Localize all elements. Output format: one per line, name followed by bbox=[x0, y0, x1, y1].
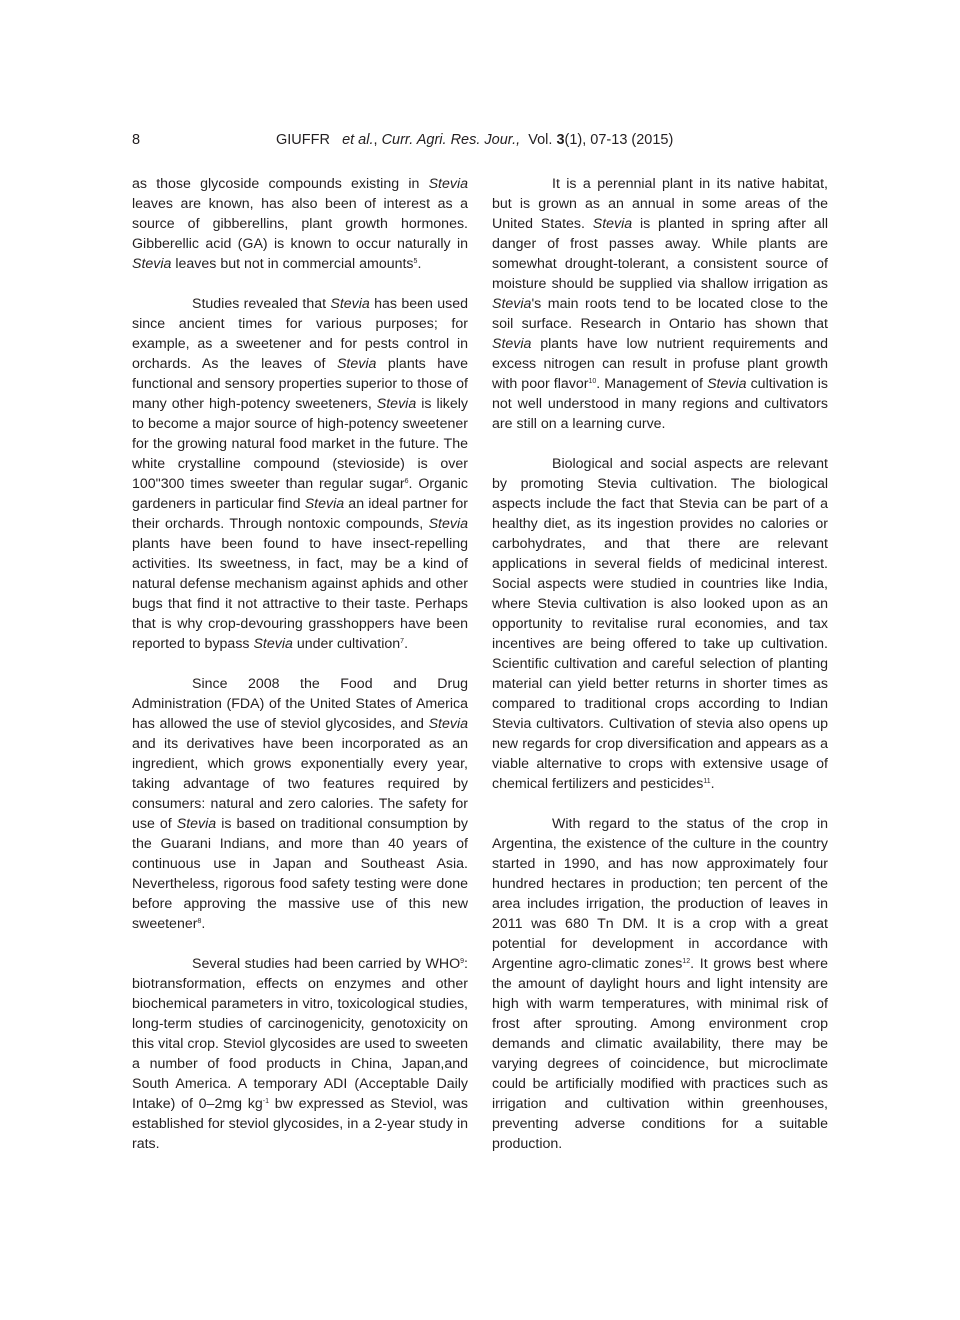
text-run: It is a perennial plant in its native habitat, but is grown as an annual in some areas of the United States. bbox=[492, 176, 828, 232]
italic-term: Stevia bbox=[492, 336, 532, 352]
italic-term: Stevia bbox=[428, 176, 468, 192]
italic-term: Stevia bbox=[330, 296, 370, 312]
journal-name: Curr. Agri. Res. Jour., bbox=[381, 132, 521, 148]
text-run: plants have been found to have insect-repelling activities. Its sweetness, in fact, may be a kind of natural defense mechanism against aphids and other bugs that find it not attractive to their taste. Perhaps that is why crop-devouring grasshoppers have been reported to bypass bbox=[132, 536, 468, 652]
italic-term: Stevia bbox=[304, 496, 345, 512]
reference-superscript: 8 bbox=[197, 918, 202, 925]
right-column bbox=[492, 174, 828, 1174]
text-run: . bbox=[417, 256, 422, 272]
text-run: is likely to become a major source of high-potency sweetener for the growing natural food market in the future. The white crystalline compound (stevioside) is over 100"300 times sweeter than regular sugar bbox=[132, 396, 469, 492]
text-run: . bbox=[404, 636, 409, 652]
text-run: . Management of bbox=[596, 376, 708, 392]
text-run: Studies revealed that bbox=[192, 296, 331, 312]
italic-term: Stevia bbox=[132, 256, 172, 272]
text-run: With regard to the status of the crop in Argentina, the existence of the culture in the country started in 1990, and has now approximately four hundred hectares in production; ten percent of the area includes irrigation, the production of leaves in 2011 was 680 Tn DM. It is a crop with a great potential for development in accordance with Argentine agro-climatic zones bbox=[492, 816, 828, 972]
reference-superscript: 12 bbox=[682, 958, 691, 965]
body-paragraph bbox=[132, 174, 468, 274]
text-run: . bbox=[710, 776, 715, 792]
body-paragraph bbox=[132, 294, 468, 654]
reference-superscript: 9 bbox=[460, 958, 465, 965]
text-run: leaves are known, has also been of interest as a source of gibberellins, plant growth hormones. Gibberellic acid (GA) is known to occur naturally in bbox=[132, 196, 468, 252]
reference-superscript: -1 bbox=[262, 1098, 269, 1105]
left-column bbox=[132, 174, 468, 1174]
body-paragraph bbox=[132, 954, 468, 1154]
running-header bbox=[132, 130, 828, 150]
text-run: : biotransformation, effects on enzymes and other biochemical parameters in vitro, toxicological studies, long-term studies of carcinogenicity, genotoxicity on this vital crop. Steviol glycosides are used to sweeten a number of food products in China, Japan,and South America. A temporary ADI (Acceptable Daily Intake) of 0–2mg kg bbox=[132, 956, 468, 1112]
italic-term: Stevia bbox=[592, 216, 633, 232]
journal-citation: GIUFFR et al., Curr. Agri. Res. Jour., Vol. 3(1), 07-13 (2015) bbox=[276, 132, 674, 148]
text-run: an ideal partner for their orchards. Through nontoxic compounds, bbox=[132, 496, 468, 532]
italic-term: Stevia bbox=[428, 716, 468, 732]
text-run: leaves but not in commercial amounts bbox=[171, 256, 414, 272]
reference-superscript: 10 bbox=[588, 378, 597, 385]
italic-term: Stevia bbox=[376, 396, 417, 412]
body-paragraph bbox=[492, 454, 828, 794]
volume-label: Vol. bbox=[528, 132, 553, 148]
reference-superscript: 7 bbox=[400, 638, 405, 645]
text-run: . bbox=[201, 916, 206, 932]
author-name: GIUFFR bbox=[276, 132, 330, 148]
issue-pages-year: (1), 07-13 (2015) bbox=[564, 132, 674, 148]
page-number: 8 bbox=[132, 132, 141, 148]
text-run: Several studies had been carried by WHO bbox=[192, 956, 461, 972]
reference-superscript: 6 bbox=[404, 478, 409, 485]
text-run: plants have low nutrient requirements and excess nitrogen can result in profuse plant growth with poor flavor bbox=[492, 336, 828, 392]
text-run: 's main roots tend to be located close to the soil surface. Research in Ontario has shown that bbox=[492, 296, 828, 332]
text-run: under cultivation bbox=[292, 636, 401, 652]
text-run: plants have functional and sensory properties superior to those of many other high-potency sweeteners, bbox=[132, 356, 469, 412]
body-paragraph bbox=[492, 814, 828, 1154]
italic-term: Stevia bbox=[428, 516, 468, 532]
text-run: has been used since ancient times for various purposes; for example, as a sweetener and for pests control in orchards. As the leaves of bbox=[132, 296, 469, 372]
reference-superscript: 5 bbox=[413, 258, 418, 265]
text-run: . Organic gardeners in particular find bbox=[132, 476, 468, 512]
et-al: et al. bbox=[342, 132, 374, 148]
italic-term: Stevia bbox=[707, 376, 747, 392]
text-run: bw expressed as Steviol, was established for steviol glycosides, in a 2-year study in rats. bbox=[132, 1096, 468, 1152]
text-run: cultivation is not well understood in many regions and cultivators are still on a learning curve. bbox=[492, 376, 828, 432]
italic-term: Stevia bbox=[492, 296, 532, 312]
text-run: is based on traditional consumption by the Guarani Indians, and more than 40 years of continuous use in Japan and Southeast Asia. Nevertheless, rigorous food safety testing were done before approving the massive use of this new sweetener bbox=[132, 816, 468, 932]
italic-term: Stevia bbox=[176, 816, 217, 832]
text-run: as those glycoside compounds existing in bbox=[132, 176, 429, 192]
italic-term: Stevia bbox=[253, 636, 293, 652]
reference-superscript: 11 bbox=[703, 778, 711, 785]
italic-term: Stevia bbox=[336, 356, 377, 372]
volume-number: 3 bbox=[556, 132, 565, 148]
text-run: is planted in spring after all danger of frost passes away. While plants are somewhat drought-tolerant, a consistent source of moisture should be supplied via shallow irrigation as bbox=[492, 216, 828, 292]
text-run: Biological and social aspects are relevant by promoting Stevia cultivation. The biological aspects include the fact that Stevia can be part of a healthy diet, as its ingestion provides no calories or carbohydrates, and that there are relevant applications in several fields of medicinal interest. Social aspects were studied in countries like India, where Stevia cultivation is also looked upon as an opportunity to revitalise rural economies, and tax incentives are being offered to take up cultivation. Scientific cultivation and careful selection of planting material can yield better returns in shorter times as compared to traditional crops according to Indian Stevia cultivators. Cultivation of stevia also opens up new regards for crop diversification and appears as a viable alternative to crops with extensive usage of chemical fertilizers and pesticides bbox=[492, 456, 828, 792]
text-run: . It grows best where the amount of daylight hours and light intensity are high with warm temperatures, with minimal risk of frost after sprouting. Among environment crop demands and climatic availability, there may be varying degrees of coincidence, but microclimate could be artificially modified with practices such as irrigation and cultivation within greenhouses, preventing adverse conditions for a suitable production. bbox=[492, 956, 828, 1152]
text-run: Since 2008 the Food and Drug Administration (FDA) of the United States of America has allowed the use of steviol glycosides, and bbox=[132, 676, 468, 732]
text-run: and its derivatives have been incorporated as an ingredient, which grows exponentially every year, taking advantage of two features required by consumers: natural and zero calories. The safety for use of bbox=[132, 736, 468, 832]
body-paragraph bbox=[132, 674, 468, 934]
body-paragraph bbox=[492, 174, 828, 434]
